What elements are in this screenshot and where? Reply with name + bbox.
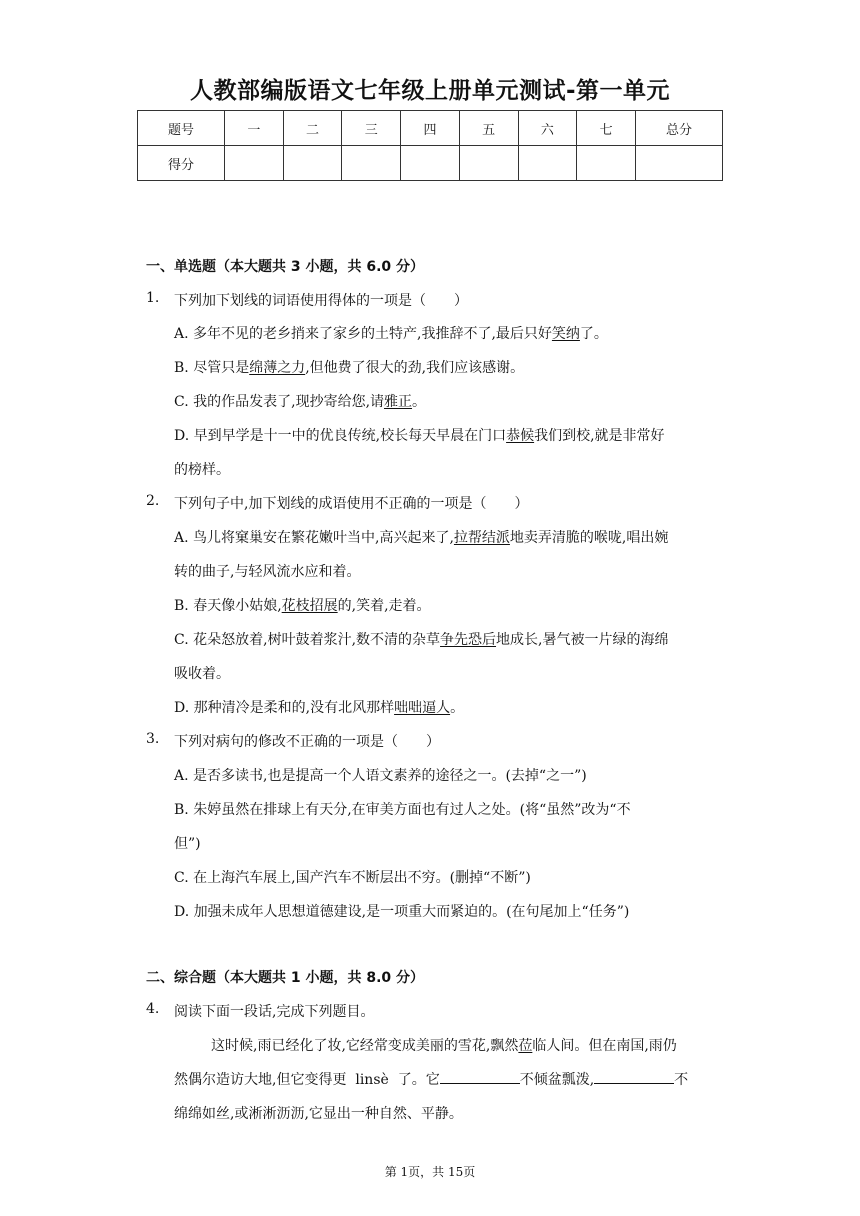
option-letter: B. <box>174 802 189 818</box>
option-letter: A. <box>174 768 189 784</box>
score-input-cell[interactable] <box>577 146 636 181</box>
option-letter: A. <box>174 530 189 546</box>
passage-text: 这时候,雨已经化了妆,它经常变成美丽的雪花,飘然 <box>211 1038 519 1054</box>
table-cell: 题号 <box>138 111 225 146</box>
option-letter: B. <box>174 598 189 614</box>
option-continuation: 的榜样。 <box>174 462 230 478</box>
fill-blank[interactable] <box>440 1069 520 1084</box>
page-title: 人教部编版语文七年级上册单元测试-第一单元 <box>189 78 671 104</box>
table-cell: 总分 <box>636 111 723 146</box>
option-text: 早到早学是十一中的优良传统,校长每天早晨在门口 <box>193 428 507 444</box>
option-text: 了。 <box>579 326 608 342</box>
option-c[interactable] <box>174 629 668 649</box>
table-cell: 四 <box>401 111 460 146</box>
underlined-word: 花枝招展 <box>281 598 338 614</box>
option-text: 加强未成年人思想道德建设,是一项重大而紧迫的。(在句尾加上“任务”) <box>193 904 630 920</box>
passage-line <box>211 1035 677 1055</box>
table-cell: 得分 <box>138 146 225 181</box>
passage-text: 不倾盆瓢泼, <box>519 1072 595 1088</box>
option-text: 鸟儿将窠巢安在繁花嫩叶当中,高兴起来了, <box>193 530 454 546</box>
table-cell: 二 <box>283 111 342 146</box>
underlined-word: 莅 <box>518 1038 533 1054</box>
section-heading: 一、单选题（本大题共 3 小题，共 6.0 分） <box>146 259 425 275</box>
option-d[interactable] <box>174 425 665 445</box>
option-text: 那种清冷是柔和的,没有北风那样 <box>193 700 395 716</box>
option-letter: C. <box>174 870 189 886</box>
table-cell: 三 <box>342 111 401 146</box>
underlined-word: 绵薄之力 <box>249 360 306 376</box>
option-text: 花朵怒放着,树叶鼓着浆汁,数不清的杂草 <box>193 632 441 648</box>
table-cell: 六 <box>518 111 577 146</box>
underlined-word: 雅正 <box>384 394 413 410</box>
passage-text: 然偶尔造访大地,但它变得更 <box>174 1072 347 1088</box>
table-cell: 五 <box>459 111 518 146</box>
option-d[interactable] <box>174 697 464 717</box>
option-a[interactable] <box>174 527 668 547</box>
passage-text: 临人间。但在南国,雨仍 <box>532 1038 677 1054</box>
option-text: 多年不见的老乡捎来了家乡的土特产,我推辞不了,最后只好 <box>193 326 552 342</box>
section-heading: 二、综合题（本大题共 1 小题，共 8.0 分） <box>146 970 425 986</box>
score-table-header-row <box>138 111 723 146</box>
option-text: 地成长,暑气被一片绿的海绵 <box>496 632 669 648</box>
score-input-cell[interactable] <box>225 146 284 181</box>
passage-line: 绵绵如丝,或淅淅沥沥,它显出一种自然、平静。 <box>174 1106 463 1122</box>
underlined-word: 笑纳 <box>551 326 580 342</box>
option-b[interactable] <box>174 357 524 377</box>
table-cell: 七 <box>577 111 636 146</box>
question-stem: 下列加下划线的词语使用得体的一项是（ ） <box>174 293 468 309</box>
score-input-cell[interactable] <box>401 146 460 181</box>
option-text: 我的作品发表了,现抄寄给您,请 <box>193 394 385 410</box>
option-text: 。 <box>412 394 427 410</box>
page-footer: 第 1页，共 15页 <box>384 1165 476 1179</box>
passage-line <box>174 1069 688 1089</box>
score-input-cell[interactable] <box>342 146 401 181</box>
option-a[interactable] <box>174 765 587 785</box>
option-text: ,但他费了很大的劲,我们应该感谢。 <box>305 360 525 376</box>
option-b[interactable] <box>174 595 431 615</box>
underlined-word: 恭候 <box>506 428 535 444</box>
underlined-word: 咄咄逼人 <box>394 700 451 716</box>
option-c[interactable] <box>174 391 426 411</box>
table-cell: 一 <box>225 111 284 146</box>
question-stem: 下列对病句的修改不正确的一项是（ ） <box>174 734 440 750</box>
score-table <box>137 110 723 181</box>
option-continuation: 吸收着。 <box>174 666 230 682</box>
question-number: 2. <box>146 493 160 509</box>
score-input-cell[interactable] <box>459 146 518 181</box>
option-text: 。 <box>450 700 465 716</box>
question-number: 1. <box>146 290 160 306</box>
score-input-cell[interactable] <box>518 146 577 181</box>
passage-text: 不 <box>674 1072 689 1088</box>
score-table-score-row <box>138 146 723 181</box>
option-c[interactable] <box>174 867 531 887</box>
option-text: 是否多读书,也是提高一个人语文素养的途径之一。(去掉“之一”) <box>193 768 587 784</box>
option-b[interactable] <box>174 799 631 819</box>
score-input-cell[interactable] <box>283 146 342 181</box>
option-text: 我们到校,就是非常好 <box>534 428 665 444</box>
question-number: 4. <box>146 1001 160 1017</box>
option-text: 地卖弄清脆的喉咙,唱出婉 <box>509 530 669 546</box>
option-letter: C. <box>174 632 189 648</box>
question-stem: 下列句子中,加下划线的成语使用不正确的一项是（ ） <box>174 496 529 512</box>
score-input-cell[interactable] <box>636 146 723 181</box>
pinyin-text: linsè <box>346 1072 398 1088</box>
option-text: 的,笑着,走着。 <box>337 598 431 614</box>
option-letter: C. <box>174 394 189 410</box>
option-continuation: 但”) <box>174 836 201 852</box>
passage-text: 了。它 <box>397 1072 440 1088</box>
option-text: 春天像小姑娘, <box>193 598 282 614</box>
option-letter: D. <box>174 428 190 444</box>
option-continuation: 转的曲子,与轻风流水应和着。 <box>174 564 361 580</box>
option-letter: A. <box>174 326 189 342</box>
underlined-word: 拉帮结派 <box>453 530 510 546</box>
option-text: 尽管只是 <box>193 360 250 376</box>
option-text: 朱婷虽然在排球上有天分,在审美方面也有过人之处。(将“虽然”改为“不 <box>193 802 631 818</box>
question-number: 3. <box>146 731 160 747</box>
option-d[interactable] <box>174 901 629 921</box>
fill-blank[interactable] <box>594 1069 674 1084</box>
underlined-word: 争先恐后 <box>440 632 497 648</box>
question-stem: 阅读下面一段话,完成下列题目。 <box>174 1004 375 1020</box>
option-letter: B. <box>174 360 189 376</box>
option-letter: D. <box>174 904 190 920</box>
option-letter: D. <box>174 700 190 716</box>
option-text: 在上海汽车展上,国产汽车不断层出不穷。(删掉“不断”) <box>193 870 531 886</box>
option-a[interactable] <box>174 323 608 343</box>
